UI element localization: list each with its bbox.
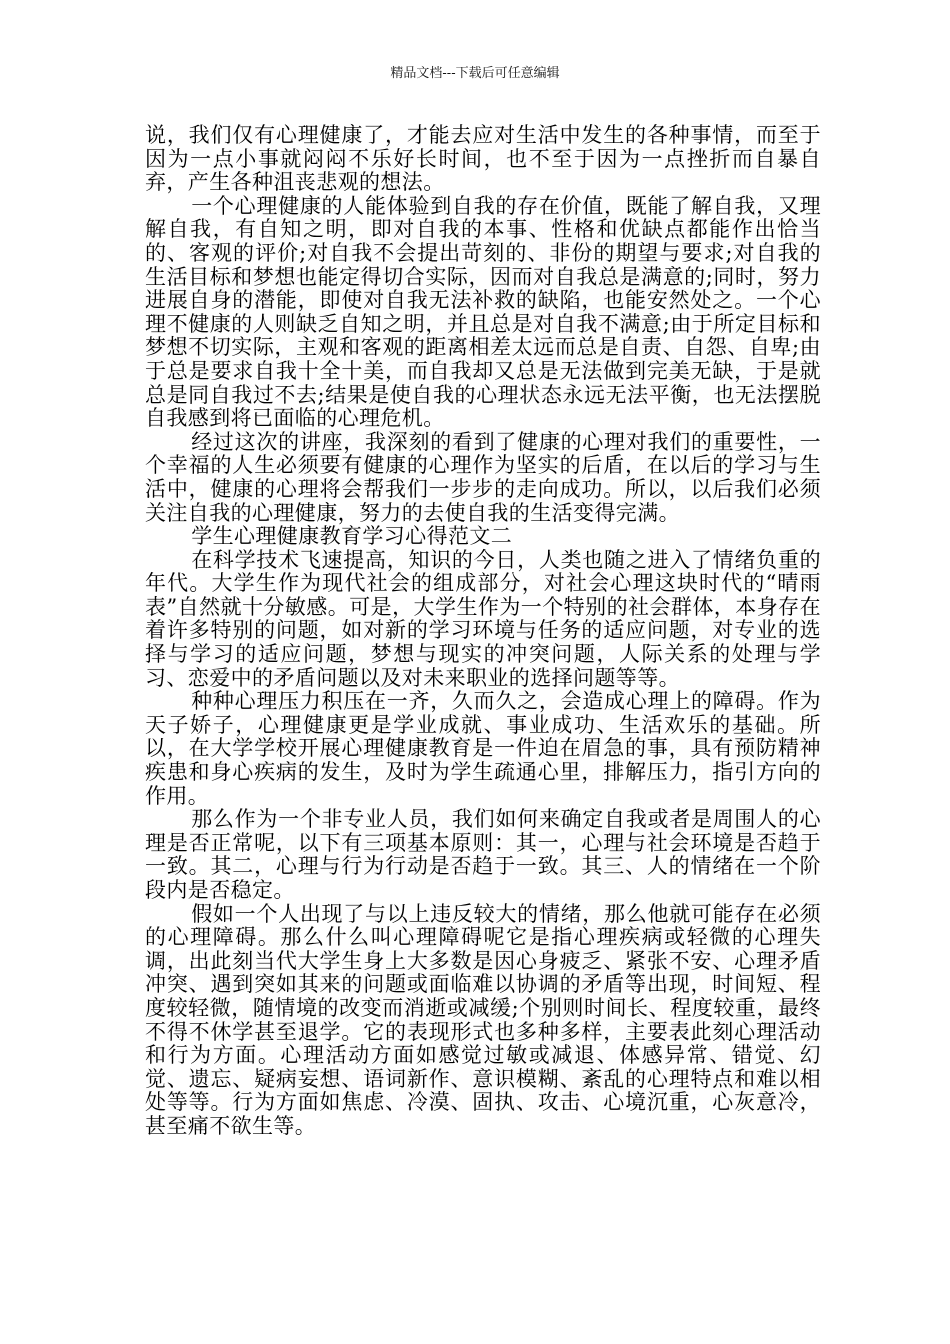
paragraph: 说，我们仅有心理健康了，才能去应对生活中发生的各种事情，而至于因为一点小事就闷闷不乐好长时间，也不至于因为一点挫折而自暴自弃，产生各种沮丧悲观的想法。: [145, 123, 821, 195]
paragraph: 假如一个人出现了与以上违反较大的情绪，那么他就可能存在必须的心理障碍。那么什么叫心理障碍呢它是指心理疾病或轻微的心理失调，出此刻当代大学生身上大多数是因心身疲乏、紧张不安、心理矛盾冲突、遇到突如其来的问题或面临难以协调的矛盾等出现，时间短、程度较轻微，随情境的改变而消逝或减缓;个别则时间长、程度较重，最终不得不休学甚至退学。它的表现形式也多种多样，主要表此刻心理活动和行为方面。心理活动方面如感觉过敏或减退、体感异常、错觉、幻觉、遗忘、疑病妄想、语词新作、意识模糊、紊乱的心理特点和难以相处等等。行为方面如焦虑、冷漠、固执、攻击、心境沉重，心灰意冷，甚至痛不欲生等。: [145, 901, 821, 1138]
paragraph: 种种心理压力积压在一齐，久而久之，会造成心理上的障碍。作为天子娇子，心理健康更是学业成就、事业成功、生活欢乐的基础。所以，在大学学校开展心理健康教育是一件迫在眉急的事，具有预防精神疾患和身心疾病的发生，及时为学生疏通心里，排解压力，指引方向的作用。: [145, 689, 821, 808]
page-header: 精品文档---下载后可任意编辑: [390, 66, 560, 81]
section-heading: 学生心理健康教育学习心得范文二: [191, 524, 513, 549]
paragraph: 经过这次的讲座，我深刻的看到了健康的心理对我们的重要性，一个幸福的人生必须要有健康的心理作为坚实的后盾，在以后的学习与生活中，健康的心理将会帮我们一步步的走向成功。所以，以后我们必须关注自我的心理健康，努力的去使自我的生活变得完满。: [145, 429, 821, 525]
document-body: [145, 124, 821, 1139]
paragraph: 一个心理健康的人能体验到自我的存在价值，既能了解自我，又理解自我，有自知之明，即对自我的本事、性格和优缺点都能作出恰当的、客观的评价;对自我不会提出苛刻的、非份的期望与要求;对自我的生活目标和梦想也能定得切合实际，因而对自我总是满意的;同时，努力进展自身的潜能，即使对自我无法补救的缺陷，也能安然处之。一个心理不健康的人则缺乏自知之明，并且总是对自我不满意;由于所定目标和梦想不切实际，主观和客观的距离相差太远而总是自责、自怨、自卑;由于总是要求自我十全十美，而自我却又总是无法做到完美无缺，于是就总是同自我过不去;结果是使自我的心理状态永远无法平衡，也无法摆脱自我感到将已面临的心理危机。: [145, 193, 821, 431]
paragraph: 那么作为一个非专业人员，我们如何来确定自我或者是周围人的心理是否正常呢，以下有三项基本原则：其一，心理与社会环境是否趋于一致。其二，心理与行为行动是否趋于一致。其三、人的情绪在一个阶段内是否稳定。: [145, 807, 821, 902]
paragraph: 在科学技术飞速提高，知识的今日，人类也随之进入了情绪负重的年代。大学生作为现代社会的组成部分，对社会心理这块时代的“晴雨表”自然就十分敏感。可是，大学生作为一个特别的社会群体，本身存在着许多特别的问题，如对新的学习环境与任务的适应问题，对专业的选择与学习的适应问题，梦想与现实的冲突问题，人际关系的处理与学习、恋爱中的矛盾问题以及对未来职业的选择问题等等。: [145, 547, 821, 690]
